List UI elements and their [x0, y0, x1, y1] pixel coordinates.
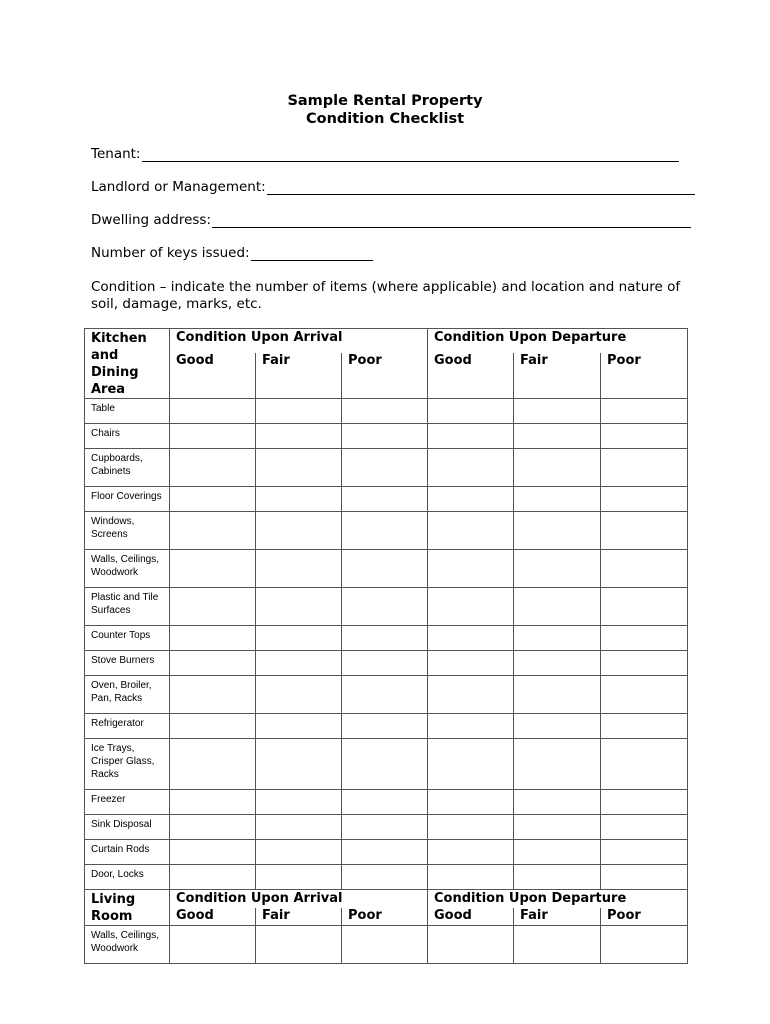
arrival-good-cell[interactable]	[170, 626, 256, 651]
item-label: Table	[85, 399, 170, 424]
rating-header-row	[85, 353, 688, 398]
section-header-row	[85, 329, 688, 354]
arrival-fair-cell[interactable]	[256, 714, 342, 739]
item-label: Refrigerator	[85, 714, 170, 739]
departure-fair-cell[interactable]	[514, 714, 601, 739]
arrival-fair-cell[interactable]	[256, 399, 342, 424]
departure-poor-cell[interactable]	[601, 840, 688, 865]
dwelling-field[interactable]	[91, 212, 691, 228]
arrival-poor-cell[interactable]	[342, 840, 428, 865]
arrival-poor-cell[interactable]	[342, 449, 428, 487]
departure-good-cell[interactable]	[428, 449, 514, 487]
table-row	[85, 926, 688, 964]
departure-poor-cell[interactable]	[601, 487, 688, 512]
table-row	[85, 449, 688, 487]
arrival-good-cell[interactable]	[170, 424, 256, 449]
departure-poor-cell[interactable]	[601, 588, 688, 626]
departure-poor-cell[interactable]	[601, 512, 688, 550]
arrival-poor-cell[interactable]	[342, 676, 428, 714]
arrival-poor-cell[interactable]	[342, 550, 428, 588]
arrival-fair-cell[interactable]	[256, 487, 342, 512]
departure-good-cell[interactable]	[428, 651, 514, 676]
arrival-poor-header: Poor	[342, 353, 428, 398]
arrival-poor-cell[interactable]	[342, 626, 428, 651]
keys-field[interactable]	[91, 245, 373, 261]
departure-good-cell[interactable]	[428, 487, 514, 512]
table-row	[85, 676, 688, 714]
departure-group-header: Condition Upon Departure	[428, 329, 688, 354]
arrival-good-header: Good	[170, 908, 256, 925]
departure-poor-cell[interactable]	[601, 449, 688, 487]
arrival-poor-cell[interactable]	[342, 926, 428, 964]
departure-poor-cell[interactable]	[601, 550, 688, 588]
arrival-fair-cell[interactable]	[256, 626, 342, 651]
arrival-poor-cell[interactable]	[342, 487, 428, 512]
arrival-poor-cell[interactable]	[342, 865, 428, 890]
arrival-fair-cell[interactable]	[256, 790, 342, 815]
departure-fair-cell[interactable]	[514, 626, 601, 651]
arrival-good-cell[interactable]	[170, 512, 256, 550]
item-label: Walls, Ceilings, Woodwork	[85, 926, 170, 964]
item-label: Door, Locks	[85, 865, 170, 890]
arrival-poor-cell[interactable]	[342, 399, 428, 424]
departure-poor-cell[interactable]	[601, 790, 688, 815]
item-label: Oven, Broiler, Pan, Racks	[85, 676, 170, 714]
keys-line[interactable]	[251, 247, 373, 261]
table-row	[85, 550, 688, 588]
arrival-poor-cell[interactable]	[342, 739, 428, 790]
departure-poor-cell[interactable]	[601, 926, 688, 964]
departure-fair-header: Fair	[514, 908, 601, 925]
table-row	[85, 739, 688, 790]
departure-good-cell[interactable]	[428, 815, 514, 840]
departure-fair-cell[interactable]	[514, 651, 601, 676]
departure-fair-cell[interactable]	[514, 449, 601, 487]
dwelling-label: Dwelling address:	[91, 212, 211, 228]
arrival-good-cell[interactable]	[170, 714, 256, 739]
arrival-fair-cell[interactable]	[256, 815, 342, 840]
table-row	[85, 626, 688, 651]
rating-header-row	[85, 908, 688, 925]
departure-poor-cell[interactable]	[601, 399, 688, 424]
arrival-fair-cell[interactable]	[256, 865, 342, 890]
arrival-fair-cell[interactable]	[256, 840, 342, 865]
arrival-fair-cell[interactable]	[256, 739, 342, 790]
item-label: Plastic and Tile Surfaces	[85, 588, 170, 626]
departure-good-cell[interactable]	[428, 865, 514, 890]
arrival-fair-header: Fair	[256, 908, 342, 925]
departure-fair-cell[interactable]	[514, 487, 601, 512]
document-title	[0, 92, 770, 128]
departure-fair-cell[interactable]	[514, 865, 601, 890]
table-row	[85, 424, 688, 449]
departure-good-cell[interactable]	[428, 626, 514, 651]
table-row	[85, 588, 688, 626]
table-row	[85, 651, 688, 676]
item-label: Stove Burners	[85, 651, 170, 676]
departure-fair-cell[interactable]	[514, 840, 601, 865]
arrival-poor-cell[interactable]	[342, 651, 428, 676]
landlord-field[interactable]	[91, 179, 695, 195]
departure-poor-cell[interactable]	[601, 865, 688, 890]
item-label: Chairs	[85, 424, 170, 449]
departure-good-cell[interactable]	[428, 399, 514, 424]
arrival-poor-cell[interactable]	[342, 424, 428, 449]
arrival-poor-cell[interactable]	[342, 714, 428, 739]
departure-good-cell[interactable]	[428, 840, 514, 865]
arrival-fair-cell[interactable]	[256, 588, 342, 626]
departure-fair-cell[interactable]	[514, 676, 601, 714]
item-label: Freezer	[85, 790, 170, 815]
room-name: Living Room	[85, 890, 170, 926]
departure-good-header: Good	[428, 908, 514, 925]
arrival-poor-cell[interactable]	[342, 588, 428, 626]
departure-good-cell[interactable]	[428, 926, 514, 964]
arrival-good-cell[interactable]	[170, 815, 256, 840]
arrival-good-header: Good	[170, 353, 256, 398]
arrival-good-cell[interactable]	[170, 840, 256, 865]
departure-poor-cell[interactable]	[601, 424, 688, 449]
departure-fair-cell[interactable]	[514, 424, 601, 449]
arrival-good-cell[interactable]	[170, 926, 256, 964]
arrival-poor-cell[interactable]	[342, 512, 428, 550]
departure-good-header: Good	[428, 353, 514, 398]
departure-poor-header: Poor	[601, 353, 688, 398]
item-label: Curtain Rods	[85, 840, 170, 865]
condition-table	[84, 328, 688, 964]
arrival-poor-cell[interactable]	[342, 815, 428, 840]
item-label: Cupboards, Cabinets	[85, 449, 170, 487]
departure-good-cell[interactable]	[428, 424, 514, 449]
landlord-label: Landlord or Management:	[91, 179, 266, 195]
arrival-group-header: Condition Upon Arrival	[170, 890, 428, 909]
arrival-fair-cell[interactable]	[256, 512, 342, 550]
arrival-good-cell[interactable]	[170, 399, 256, 424]
arrival-fair-cell[interactable]	[256, 424, 342, 449]
departure-poor-cell[interactable]	[601, 714, 688, 739]
departure-poor-cell[interactable]	[601, 739, 688, 790]
table-row	[85, 790, 688, 815]
item-label: Sink Disposal	[85, 815, 170, 840]
departure-fair-header: Fair	[514, 353, 601, 398]
tenant-line[interactable]	[142, 148, 679, 162]
title-line-2: Condition Checklist	[305, 111, 465, 127]
departure-poor-cell[interactable]	[601, 676, 688, 714]
item-label: Walls, Ceilings, Woodwork	[85, 550, 170, 588]
departure-fair-cell[interactable]	[514, 815, 601, 840]
item-label: Counter Tops	[85, 626, 170, 651]
landlord-line[interactable]	[267, 181, 695, 195]
arrival-good-cell[interactable]	[170, 865, 256, 890]
arrival-fair-cell[interactable]	[256, 676, 342, 714]
section-header-row	[85, 890, 688, 909]
table-row	[85, 399, 688, 424]
departure-poor-cell[interactable]	[601, 626, 688, 651]
departure-poor-cell[interactable]	[601, 815, 688, 840]
keys-label: Number of keys issued:	[91, 245, 250, 261]
arrival-good-cell[interactable]	[170, 676, 256, 714]
arrival-good-cell[interactable]	[170, 550, 256, 588]
departure-fair-cell[interactable]	[514, 739, 601, 790]
departure-fair-cell[interactable]	[514, 790, 601, 815]
table-row	[85, 487, 688, 512]
arrival-good-cell[interactable]	[170, 487, 256, 512]
arrival-fair-cell[interactable]	[256, 449, 342, 487]
dwelling-line[interactable]	[212, 214, 691, 228]
item-label: Floor Coverings	[85, 487, 170, 512]
arrival-fair-header: Fair	[256, 353, 342, 398]
item-label: Ice Trays, Crisper Glass, Racks	[85, 739, 170, 790]
arrival-fair-cell[interactable]	[256, 550, 342, 588]
arrival-good-cell[interactable]	[170, 449, 256, 487]
tenant-label: Tenant:	[91, 146, 141, 162]
arrival-group-header: Condition Upon Arrival	[170, 329, 428, 354]
arrival-fair-cell[interactable]	[256, 651, 342, 676]
table-row	[85, 512, 688, 550]
departure-fair-cell[interactable]	[514, 399, 601, 424]
arrival-good-cell[interactable]	[170, 790, 256, 815]
arrival-poor-header: Poor	[342, 908, 428, 925]
title-line-1: Sample Rental Property	[287, 93, 483, 109]
departure-good-cell[interactable]	[428, 512, 514, 550]
arrival-poor-cell[interactable]	[342, 790, 428, 815]
arrival-fair-cell[interactable]	[256, 926, 342, 964]
arrival-good-cell[interactable]	[170, 588, 256, 626]
departure-good-cell[interactable]	[428, 676, 514, 714]
departure-good-cell[interactable]	[428, 550, 514, 588]
table-row	[85, 714, 688, 739]
departure-fair-cell[interactable]	[514, 926, 601, 964]
departure-fair-cell[interactable]	[514, 512, 601, 550]
arrival-good-cell[interactable]	[170, 651, 256, 676]
tenant-field[interactable]	[91, 146, 679, 162]
table-row	[85, 865, 688, 890]
room-name: Kitchen and Dining Area	[85, 329, 170, 399]
table-row	[85, 815, 688, 840]
departure-good-cell[interactable]	[428, 588, 514, 626]
departure-good-cell[interactable]	[428, 739, 514, 790]
departure-poor-header: Poor	[601, 908, 688, 925]
item-label: Windows, Screens	[85, 512, 170, 550]
departure-fair-cell[interactable]	[514, 588, 601, 626]
table-row	[85, 840, 688, 865]
departure-fair-cell[interactable]	[514, 550, 601, 588]
departure-poor-cell[interactable]	[601, 651, 688, 676]
departure-good-cell[interactable]	[428, 714, 514, 739]
departure-group-header: Condition Upon Departure	[428, 890, 688, 909]
arrival-good-cell[interactable]	[170, 739, 256, 790]
departure-good-cell[interactable]	[428, 790, 514, 815]
condition-instructions: Condition – indicate the number of items (where applicable) and location and nature of soil, damage, marks, etc.	[91, 279, 681, 312]
